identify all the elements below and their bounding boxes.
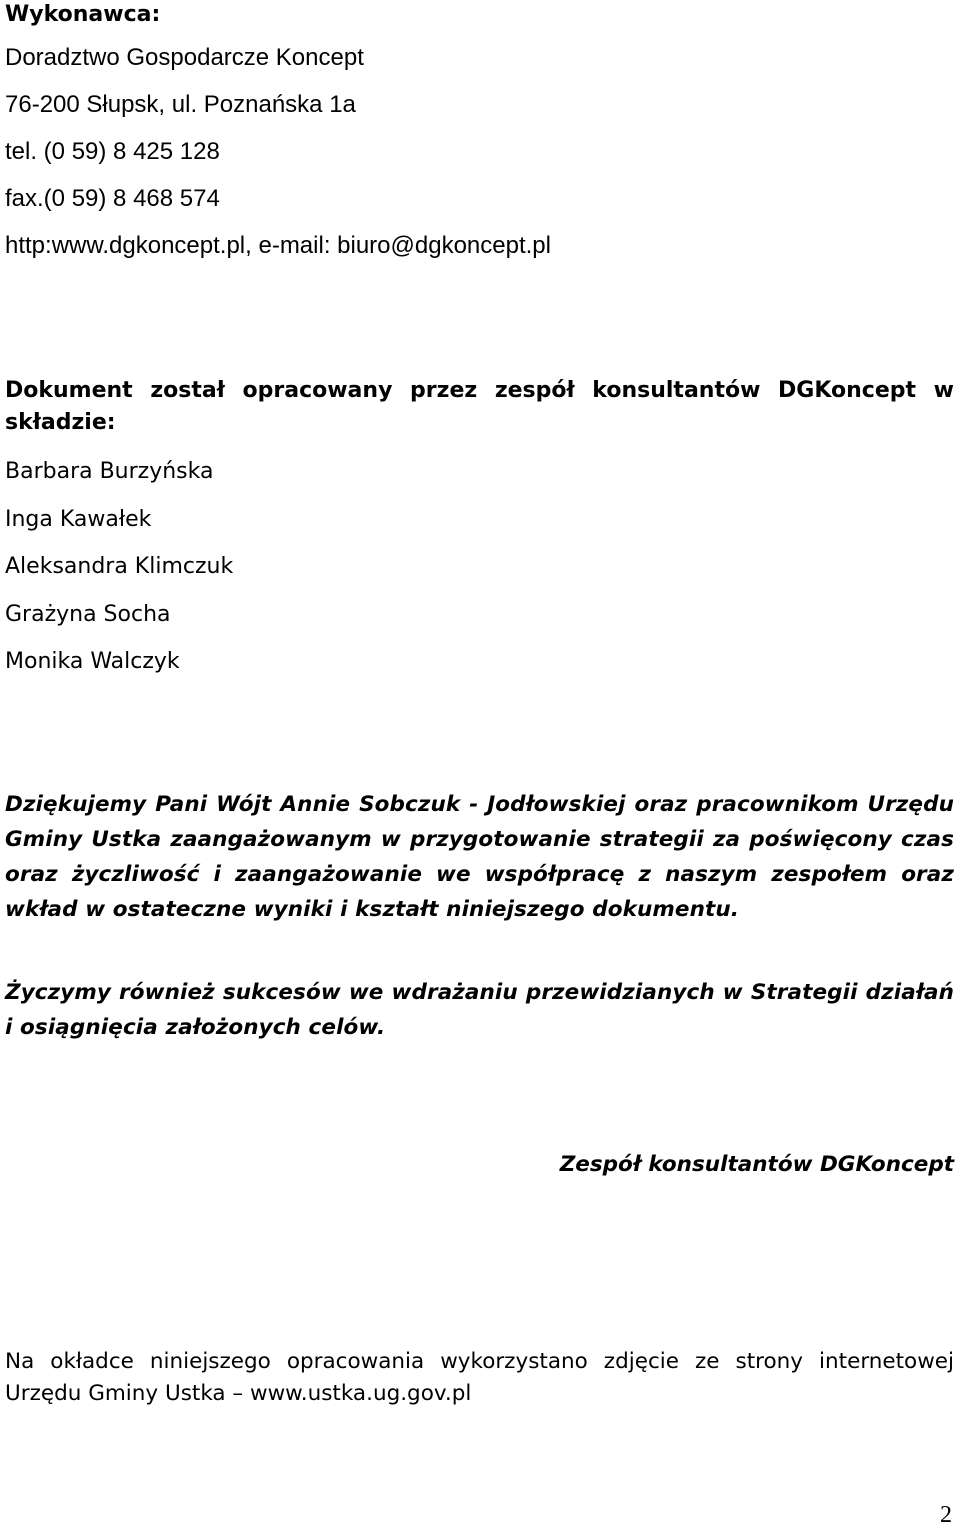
team-member: Aleksandra Klimczuk (5, 554, 234, 579)
acknowledgement-wishes: Życzymy również sukcesów we wdrażaniu przewidzianych w Strategii działań i osiągnięcia założonych celów. (5, 980, 954, 1040)
contractor-fax: fax.(0 59) 8 468 574 (5, 185, 220, 212)
team-members-list (5, 448, 954, 686)
cover-photo-note: Na okładce niniejszego opracowania wykorzystano zdjęcie ze strony internetowej Urzędu Gminy Ustka – www.ustka.ug.gov.pl (5, 1349, 954, 1406)
team-member: Grażyna Socha (5, 601, 171, 627)
team-member: Inga Kawałek (5, 506, 152, 532)
contractor-web-email: http:www.dgkoncept.pl, e-mail: biuro@dgkoncept.pl (5, 232, 551, 259)
contractor-address: 76-200 Słupsk, ul. Poznańska 1a (5, 91, 356, 118)
contractor-company-name: Doradztwo Gospodarcze Koncept (5, 44, 364, 71)
acknowledgement-signature: Zespół konsultantów DGKoncept (559, 1152, 954, 1177)
team-member: Barbara Burzyńska (5, 459, 214, 484)
team-member: Monika Walczyk (5, 649, 180, 674)
contractor-phone: tel. (0 59) 8 425 128 (5, 138, 220, 165)
contractor-heading: Wykonawca: (5, 2, 161, 27)
page-number: 2 (940, 1502, 952, 1528)
acknowledgement-thanks: Dziękujemy Pani Wójt Annie Sobczuk - Jodłowskiej oraz pracownikom Urzędu Gminy Ustka zaangażowanym w przygotowanie strategii za poświęcony czas oraz życzliwość i zaangażowanie we współpracę z naszym zespołem oraz wkład w ostateczne wyniki i kształt niniejszego dokumentu. (5, 792, 954, 922)
contractor-details (5, 34, 954, 269)
team-intro: Dokument został opracowany przez zespół konsultantów DGKoncept w składzie: (5, 378, 954, 435)
